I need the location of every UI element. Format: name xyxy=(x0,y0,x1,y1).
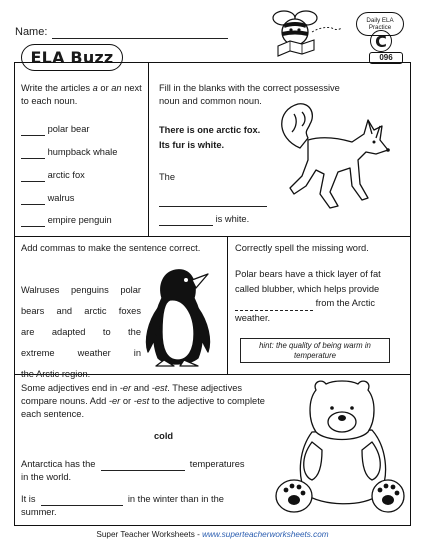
article-noun: humpback whale xyxy=(47,147,118,157)
commas-line: bears and arctic foxes xyxy=(21,306,141,316)
adj-blank-1[interactable] xyxy=(101,470,185,471)
commas-instructions: Add commas to make the sentence correct. xyxy=(21,243,201,253)
adj-sentence-1 xyxy=(21,458,245,471)
footer xyxy=(0,530,425,539)
adj-line2-pre: compare nouns. Add xyxy=(21,396,109,406)
article-an: an xyxy=(111,83,122,93)
name-field[interactable] xyxy=(52,38,228,39)
article-blank[interactable] xyxy=(21,226,45,227)
commas-line: Walruses penguins polar xyxy=(21,285,141,295)
spelling-line-4: weather. xyxy=(235,312,271,323)
badge-line-1: Daily ELA xyxy=(366,16,394,24)
possessive-sentence-2: Its fur is white. xyxy=(159,140,225,150)
footer-link[interactable]: www.superteacherworksheets.com xyxy=(202,530,329,539)
article-item xyxy=(21,146,117,159)
bee-mascot-icon xyxy=(262,6,342,60)
possessive-the: The xyxy=(159,172,176,182)
divider-col-mid xyxy=(227,236,228,374)
adj-sentence-2 xyxy=(21,493,224,506)
article-blank[interactable] xyxy=(21,158,45,159)
adj-s2-post: in the winter than in the xyxy=(127,494,224,504)
articles-instr-pre: Write the articles xyxy=(21,83,93,93)
adj-s1-pre: Antarctica has the xyxy=(21,459,96,469)
possessive-noun-blank[interactable] xyxy=(159,206,267,207)
adj-line2-mid: or xyxy=(120,396,134,406)
article-item xyxy=(21,214,112,227)
common-noun-blank[interactable] xyxy=(159,225,213,226)
article-item xyxy=(21,123,89,136)
spelling-instructions: Correctly spell the missing word. xyxy=(235,243,369,253)
articles-instr-post: next to each noun. xyxy=(21,83,142,106)
articles-instructions xyxy=(21,82,143,108)
hint-box: hint: the quality of being warm in temperature xyxy=(240,338,390,363)
spelling-line-2: called blubber, which helps provide xyxy=(235,283,380,294)
worksheet-title: ELA Buzz xyxy=(21,44,123,71)
adj-s2-pre: It is xyxy=(21,494,36,504)
article-noun: empire penguin xyxy=(47,215,112,225)
article-blank[interactable] xyxy=(21,204,45,205)
adj-intro-1: Some adjectives end in xyxy=(21,383,120,393)
worksheet-number: 096 xyxy=(369,52,403,64)
divider-row-1 xyxy=(14,236,411,237)
divider-col-top xyxy=(148,62,149,236)
article-noun: walrus xyxy=(47,193,75,203)
suffix-est: -est xyxy=(133,396,150,406)
possessive-instructions: Fill in the blanks with the correct possessive noun and common noun. xyxy=(159,83,340,106)
suffix-est: -est xyxy=(151,383,168,393)
penguin-icon xyxy=(140,262,224,370)
adjectives-instructions xyxy=(21,382,291,421)
adj-s1-post: temperatures xyxy=(189,459,245,469)
arctic-fox-icon xyxy=(272,90,404,222)
spelling-line-3 xyxy=(235,296,409,311)
adj-line3: each sentence. xyxy=(21,409,85,419)
articles-instr-or: or xyxy=(97,83,112,93)
suffix-er: -er xyxy=(108,396,121,406)
polar-bear-icon xyxy=(272,376,408,520)
possessive-line-2 xyxy=(159,213,249,226)
spelling-line-1: Polar bears have a thick layer of fat xyxy=(235,269,381,279)
spelling-passage xyxy=(235,267,409,325)
article-noun: arctic fox xyxy=(47,170,85,180)
name-label: Name: xyxy=(15,26,48,38)
level-indicator: C xyxy=(370,30,392,52)
article-item xyxy=(21,169,85,182)
suffix-er: -er xyxy=(119,383,132,393)
adjective-word: cold xyxy=(154,431,174,441)
commas-line: are adapted to the xyxy=(21,327,141,337)
adj-s1-line2: in the world. xyxy=(21,472,72,482)
footer-brand: Super Teacher Worksheets - xyxy=(96,530,203,539)
article-blank[interactable] xyxy=(21,181,45,182)
commas-line: extreme weather in xyxy=(21,348,141,358)
adj-s2-line2: summer. xyxy=(21,507,57,517)
commas-sentence xyxy=(21,280,141,385)
article-noun: polar bear xyxy=(47,124,90,134)
adj-line2-post: to the adjective to complete xyxy=(149,396,265,406)
possessive-end-text: is white. xyxy=(215,214,250,224)
adj-intro-2: . These adjectives xyxy=(167,383,243,393)
possessive-sentence-1: There is one arctic fox. xyxy=(159,125,261,135)
spelling-line-3-tail: from the Arctic xyxy=(315,298,376,308)
article-item xyxy=(21,192,74,205)
adj-and: and xyxy=(131,383,152,393)
article-blank[interactable] xyxy=(21,135,45,136)
commas-line: the Arctic region. xyxy=(21,369,91,379)
badge-line-2: Practice xyxy=(368,24,392,31)
article-a: a xyxy=(92,83,98,93)
